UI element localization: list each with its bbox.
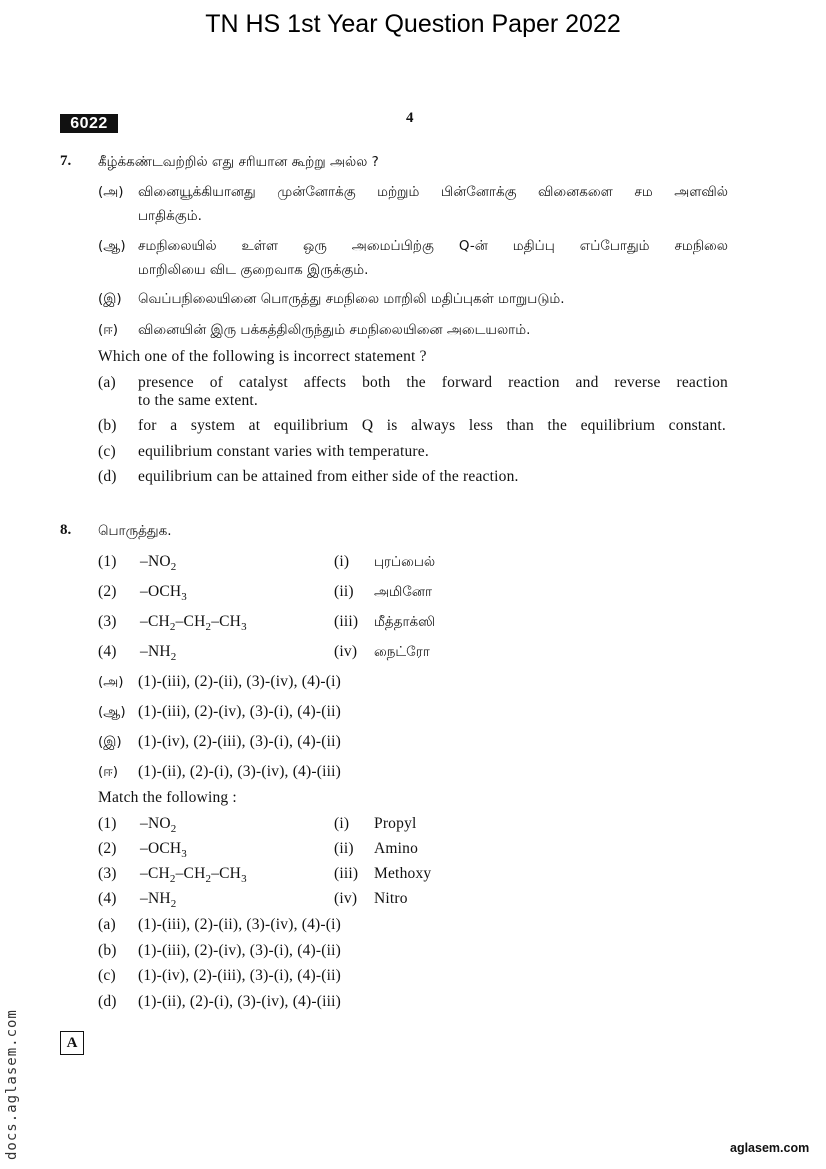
q8-en-row2-roman: (ii) [334,840,354,857]
q8-tamil-answer-a-label: (அ) [98,674,124,690]
q8-en-row2-name: Amino [374,840,419,857]
q8-english-answer-d: (1)-(ii), (2)-(i), (3)-(iv), (4)-(iii) [138,993,341,1010]
q8-ta-row1-name: புரப்பைல் [374,554,436,570]
q8-en-row4-formula: $-NH_2$ [140,890,177,910]
footer-site: aglasem.com [730,1141,810,1155]
q8-en-row3-name: Methoxy [374,865,432,882]
q8-ta-row2-num: (2) [98,583,117,600]
q7-tamil-option-d-line1: வினையின் இரு பக்கத்திலிருந்தும் சமநிலையினை அடையலாம். [138,322,531,338]
q8-ta-row3-roman: (iii) [334,613,359,630]
question-8-english: Match the following : [98,789,237,806]
q8-en-row1-name: Propyl [374,815,417,832]
q7-english-option-d-label: (d) [98,468,117,485]
q8-en-row4-roman: (iv) [334,890,358,907]
q7-english-option-a-line2: to the same extent. [138,392,259,409]
question-7-tamil: கீழ்க்கண்டவற்றில் எது சரியான கூற்று அல்ல ? [98,154,379,170]
q8-tamil-answer-a: (1)-(iii), (2)-(ii), (3)-(iv), (4)-(i) [138,673,341,690]
q8-english-answer-c-label: (c) [98,967,116,984]
paper-code-badge: 6022 [60,114,118,133]
q7-english-option-a-line1: presence of catalyst affects both the forward reaction and reverse reaction [138,374,728,391]
question-7-number: 7. [60,153,72,169]
q8-en-row4-num: (4) [98,890,117,907]
q8-en-row1-num: (1) [98,815,117,832]
q7-english-option-c-line1: equilibrium constant varies with temperature. [138,443,429,460]
q8-en-row2-num: (2) [98,840,117,857]
q8-english-answer-a: (1)-(iii), (2)-(ii), (3)-(iv), (4)-(i) [138,916,341,933]
q8-ta-row3-formula: $-CH_2-CH_2-CH_3$ [140,613,247,633]
q8-english-answer-b: (1)-(iii), (2)-(iv), (3)-(i), (4)-(ii) [138,942,341,959]
question-8-number: 8. [60,522,72,538]
q8-tamil-answer-b-label: (ஆ) [98,704,126,720]
q8-en-row4-name: Nitro [374,890,408,907]
q8-ta-row4-roman: (iv) [334,643,358,660]
q8-tamil-answer-c-label: (இ) [98,734,122,750]
side-watermark: docs.aglasem.com [4,1009,20,1160]
q8-tamil-answer-c: (1)-(iv), (2)-(iii), (3)-(i), (4)-(ii) [138,733,341,750]
q7-tamil-option-b-line2: மாறிலியை விட குறைவாக இருக்கும். [138,262,369,278]
q8-ta-row3-num: (3) [98,613,117,630]
q7-tamil-option-a-line2: பாதிக்கும். [138,208,202,224]
q7-english-option-d-line1: equilibrium can be attained from either side of the reaction. [138,468,519,485]
q8-ta-row2-name: அமினோ [374,584,433,600]
q8-english-answer-b-label: (b) [98,942,117,959]
series-box: A [60,1031,84,1055]
question-8-tamil: பொருத்துக. [98,523,172,539]
q8-tamil-answer-b: (1)-(iii), (2)-(iv), (3)-(i), (4)-(ii) [138,703,341,720]
q8-tamil-answer-d: (1)-(ii), (2)-(i), (3)-(iv), (4)-(iii) [138,763,341,780]
q7-tamil-option-a-line1: வினையூக்கியானது முன்னோக்கு மற்றும் பின்னோக்கு வினைகளை சம அளவில் [138,184,728,200]
page-number: 4 [406,110,414,126]
q8-english-answer-d-label: (d) [98,993,117,1010]
q7-tamil-option-b-label: (ஆ) [98,238,126,254]
q8-en-row3-roman: (iii) [334,865,359,882]
question-7-english: Which one of the following is incorrect statement ? [98,348,427,365]
q8-english-answer-c: (1)-(iv), (2)-(iii), (3)-(i), (4)-(ii) [138,967,341,984]
q8-en-row1-roman: (i) [334,815,350,832]
q7-tamil-option-b-line1: சமநிலையில் உள்ள ஒரு அமைப்பிற்கு Q-ன் மதிப்பு எப்போதும் சமநிலை [138,238,728,254]
q7-tamil-option-c-label: (இ) [98,291,122,307]
q8-ta-row1-roman: (i) [334,553,350,570]
q7-tamil-option-c-line1: வெப்பநிலையினை பொருத்து சமநிலை மாறிலி மதிப்புகள் மாறுபடும். [138,291,565,307]
q8-ta-row4-num: (4) [98,643,117,660]
q7-english-option-a-label: (a) [98,374,116,391]
q7-tamil-option-a-label: (அ) [98,184,124,200]
q7-english-option-b-line1: for a system at equilibrium Q is always less than the equilibrium constant. [138,417,726,434]
q8-en-row3-formula: $-CH_2-CH_2-CH_3$ [140,865,247,885]
q8-tamil-answer-d-label: (ஈ) [98,764,119,780]
q8-ta-row2-roman: (ii) [334,583,354,600]
q8-english-answer-a-label: (a) [98,916,116,933]
q8-en-row1-formula: $-NO_2$ [140,815,177,835]
q8-en-row3-num: (3) [98,865,117,882]
q8-ta-row1-formula: $-NO_2$ [140,553,177,573]
q8-ta-row4-name: நைட்ரோ [374,644,430,660]
q8-en-row2-formula: $-OCH_3$ [140,840,187,860]
q8-ta-row4-formula: $-NH_2$ [140,643,177,663]
q7-tamil-option-d-label: (ஈ) [98,322,119,338]
q7-english-option-c-label: (c) [98,443,116,460]
q7-english-option-b-label: (b) [98,417,117,434]
q8-ta-row2-formula: $-OCH_3$ [140,583,187,603]
q8-ta-row1-num: (1) [98,553,117,570]
q8-ta-row3-name: மீத்தாக்ஸி [374,614,436,630]
page-title: TN HS 1st Year Question Paper 2022 [205,10,621,38]
